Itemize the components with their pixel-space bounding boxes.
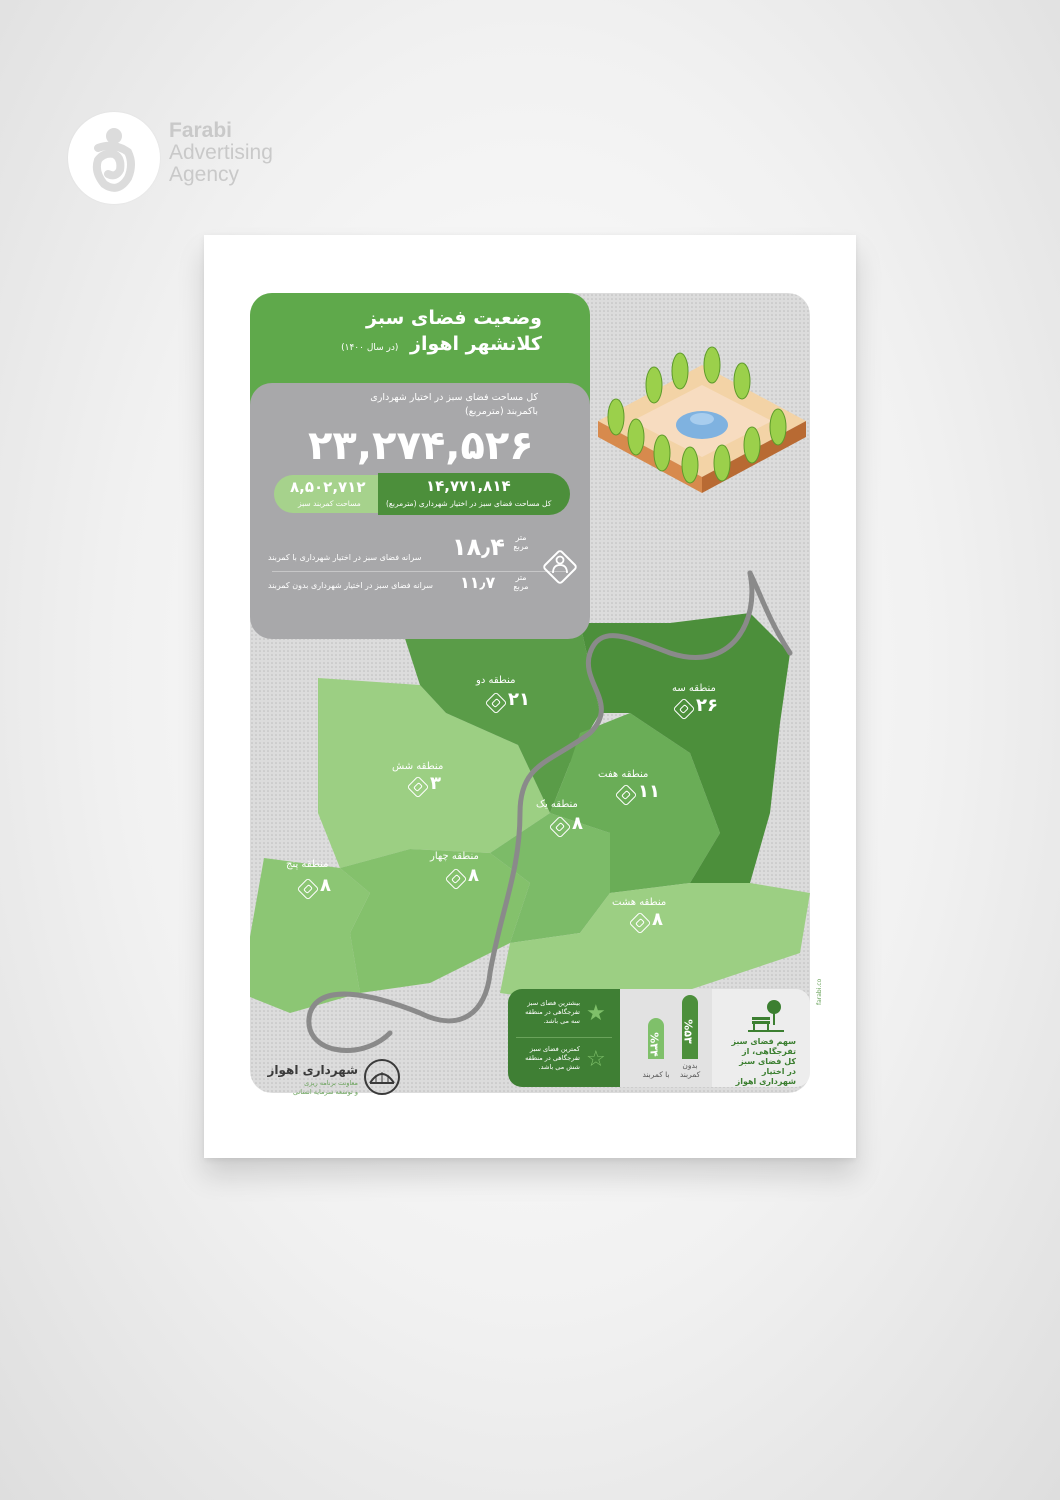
agency-logo-icon	[68, 112, 160, 204]
municipality-brand	[250, 1057, 400, 1105]
website-link[interactable]: farabi.co	[816, 978, 823, 1005]
district-seven-value: ۱۱	[638, 781, 660, 802]
title-line1: وضعیت فضای سبز	[366, 307, 542, 329]
infographic-poster	[204, 235, 856, 1158]
district-one-name: منطقه یک	[536, 799, 578, 810]
share-without-belt-pct: %۵۳	[681, 1019, 695, 1044]
district-five-value: ۸	[320, 875, 331, 896]
legend-highest-text: بیشترین فضای سبز تفرجگاهی در منطقه سه می باشد.	[525, 999, 580, 1025]
legend-lowest-text: کمترین فضای سبز تفرجگاهی در منطقه شش می باشد.	[525, 1045, 580, 1071]
municipality-sub2: و توسعه سرمایه انسانی	[293, 1088, 358, 1096]
title-year: (در سال ۱۴۰۰)	[341, 343, 399, 353]
district-seven-name: منطقه هفت	[598, 769, 649, 780]
title-line2	[341, 333, 542, 355]
per-capita-with-belt-desc: سرانه فضای سبز در اختیار شهرداری با کمربند	[268, 553, 422, 562]
municipality-name: شهرداری اهواز	[267, 1063, 358, 1077]
share-bar-without-belt	[682, 995, 698, 1059]
person-icon	[540, 547, 580, 587]
agency-name	[169, 120, 273, 186]
district-one-value: ۸	[572, 813, 583, 834]
total-area-label: کل مساحت فضای سبز در اختیار شهرداری باکمربند (مترمربع)	[370, 392, 538, 417]
district-six-value: ۳	[430, 773, 441, 794]
share-description: سهم فضای سبز تفرجگاهی، از کل فضای سبز در اختیار شهرداری اهواز	[731, 1037, 796, 1086]
agency-brand	[68, 112, 328, 212]
district-eight-value: ۸	[652, 909, 663, 930]
municipal-area-pill	[378, 473, 570, 515]
per-capita-without-belt-value: ۱۱٫۷	[460, 573, 496, 592]
agency-name-line2: Advertising	[169, 141, 273, 164]
municipality-sub1: معاونت برنامه ریزی	[304, 1079, 358, 1087]
district-three-name: منطقه سه	[672, 683, 716, 694]
legend-card	[508, 989, 620, 1087]
title-city: کلانشهر اهواز	[410, 333, 542, 355]
district-two-value: ۲۱	[508, 689, 530, 710]
share-bar-with-belt	[648, 1018, 664, 1059]
district-six-name: منطقه شش	[392, 761, 444, 772]
bridge-logo-icon	[364, 1059, 400, 1095]
legend-divider	[516, 1037, 612, 1038]
belt-area-value: ۸,۵۰۲,۷۱۲	[290, 478, 366, 496]
filled-star-icon: ★	[586, 1001, 606, 1026]
district-four-name: منطقه چهار	[430, 851, 479, 862]
district-three-value: ۲۶	[696, 695, 718, 716]
share-card	[620, 989, 810, 1087]
total-area-value: ۲۳,۲۷۴,۵۲۶	[308, 423, 534, 469]
outline-star-icon: ☆	[586, 1047, 606, 1072]
share-without-belt-caption: بدون کمربند	[679, 1061, 701, 1079]
agency-logo	[68, 112, 160, 204]
per-capita-without-belt-desc: سرانه فضای سبز در اختیار شهرداری بدون کمربند	[268, 581, 433, 590]
bench-tree-icon	[748, 999, 788, 1033]
belt-area-caption: مساحت کمربند سبز	[298, 499, 361, 508]
stats-card	[250, 383, 590, 639]
municipal-area-value: ۱۴,۷۷۱,۸۱۴	[426, 477, 511, 495]
stats-divider	[272, 571, 568, 572]
agency-name-line1: Farabi	[169, 119, 233, 142]
district-five-name: منطقه پنج	[286, 859, 329, 870]
per-capita-unit-2: متر مربع	[513, 573, 529, 591]
district-eight-name: منطقه هشت	[612, 897, 667, 908]
share-with-belt-pct: %۳۴	[647, 1032, 661, 1057]
agency-name-line3: Agency	[169, 163, 240, 186]
share-with-belt-caption: با کمربند	[642, 1070, 670, 1079]
per-capita-unit: متر مربع	[513, 533, 529, 551]
per-capita-with-belt-value: ۱۸٫۴	[452, 533, 505, 561]
municipal-area-caption: کل مساحت فضای سبز در اختیار شهرداری (مترمربع)	[386, 499, 552, 508]
belt-area-pill	[274, 475, 380, 513]
district-two-name: منطقه دو	[476, 675, 516, 686]
park-illustration	[592, 345, 812, 525]
district-four-value: ۸	[468, 865, 479, 886]
